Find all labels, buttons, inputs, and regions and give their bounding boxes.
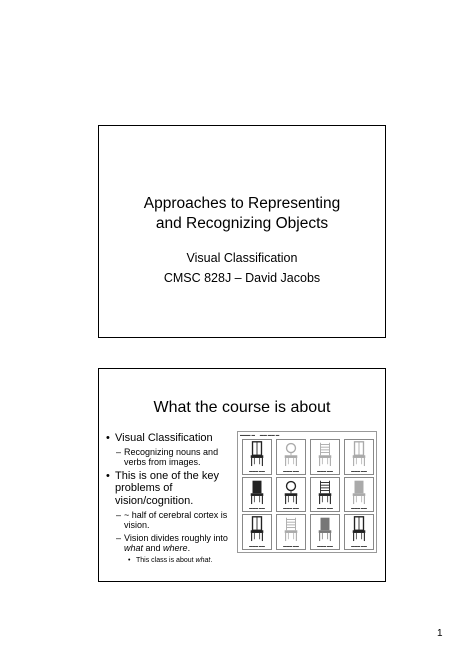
thumbnail-caption-scribble: ▬▬▬ ▬▬ — [351, 506, 367, 511]
slide-title: Approaches to Representing and Recognizing Objects — [143, 195, 341, 232]
thumbnail-caption-scribble: ▬▬▬ ▬▬ — [351, 544, 367, 548]
chair-icon — [277, 440, 305, 467]
chair-icon — [345, 515, 373, 542]
thumbnail-caption-scribble: ▬▬▬ ▬▬ — [249, 506, 265, 511]
sub-bullet: – Vision divides roughly into what and where. — [116, 532, 228, 554]
chair-thumbnail — [276, 439, 306, 475]
sub-bullet: – Recognizing nouns and verbs from images. — [116, 446, 219, 468]
chair-thumbnail — [310, 439, 340, 475]
chair-thumbnail — [310, 514, 340, 550]
thumbnail-caption-scribble: ▬▬▬ ▬▬ — [283, 506, 299, 511]
chair-thumbnail — [242, 439, 272, 475]
chair-icon — [345, 440, 373, 467]
title-slide — [98, 125, 386, 338]
chair-icon — [243, 515, 271, 542]
chair-icon — [277, 478, 305, 505]
thumbnail-caption-scribble: ▬▬▬ ▬▬ — [283, 468, 299, 473]
slide-title: What the course is about — [153, 399, 331, 416]
thumbnail-caption-scribble: ▬▬▬ ▬▬ — [351, 468, 367, 473]
thumbnail-caption-scribble: ▬▬▬ ▬▬ — [317, 506, 333, 511]
bullet: • This is one of the key problems of vision/cognition. — [106, 469, 219, 507]
chair-icon — [243, 478, 271, 505]
thumbnail-caption-scribble: ▬▬▬ ▬▬ — [249, 544, 265, 548]
thumbnail-caption-scribble: ▬▬▬ ▬▬ — [249, 468, 265, 473]
figure-header-scribble: ▬▬▬ ▬ ▬▬ ▬▬ ▬ — [240, 433, 280, 437]
thumbnail-caption-scribble: ▬▬▬ ▬▬ — [317, 468, 333, 473]
chair-icon — [243, 440, 271, 467]
thumbnail-caption-scribble: ▬▬▬ ▬▬ — [317, 544, 333, 548]
bullet-list — [106, 432, 241, 565]
chair-image-grid — [242, 439, 374, 550]
sub-sub-bullet: • This class is about what. — [128, 556, 213, 564]
slide-subtitle: Visual Classification CMSC 828J – David Jacobs — [163, 251, 321, 285]
chair-icon — [311, 440, 339, 467]
chair-thumbnail — [310, 477, 340, 513]
chair-thumbnail — [344, 514, 374, 550]
chair-thumbnail — [276, 477, 306, 513]
course-overview-slide — [98, 368, 386, 582]
chair-icon — [345, 478, 373, 505]
chair-icon — [277, 515, 305, 542]
bullet: • Visual Classification — [106, 432, 213, 444]
chair-thumbnail — [344, 477, 374, 513]
chair-thumbnail — [242, 477, 272, 513]
sub-bullet: – ~ half of cerebral cortex is vision. — [116, 509, 228, 531]
chair-thumbnail — [242, 514, 272, 550]
page-number: 1 — [437, 628, 443, 639]
chair-images-figure — [237, 431, 377, 553]
chair-icon — [311, 478, 339, 505]
thumbnail-caption-scribble: ▬▬▬ ▬▬ — [283, 544, 299, 548]
chair-icon — [311, 515, 339, 542]
chair-thumbnail — [344, 439, 374, 475]
chair-thumbnail — [276, 514, 306, 550]
